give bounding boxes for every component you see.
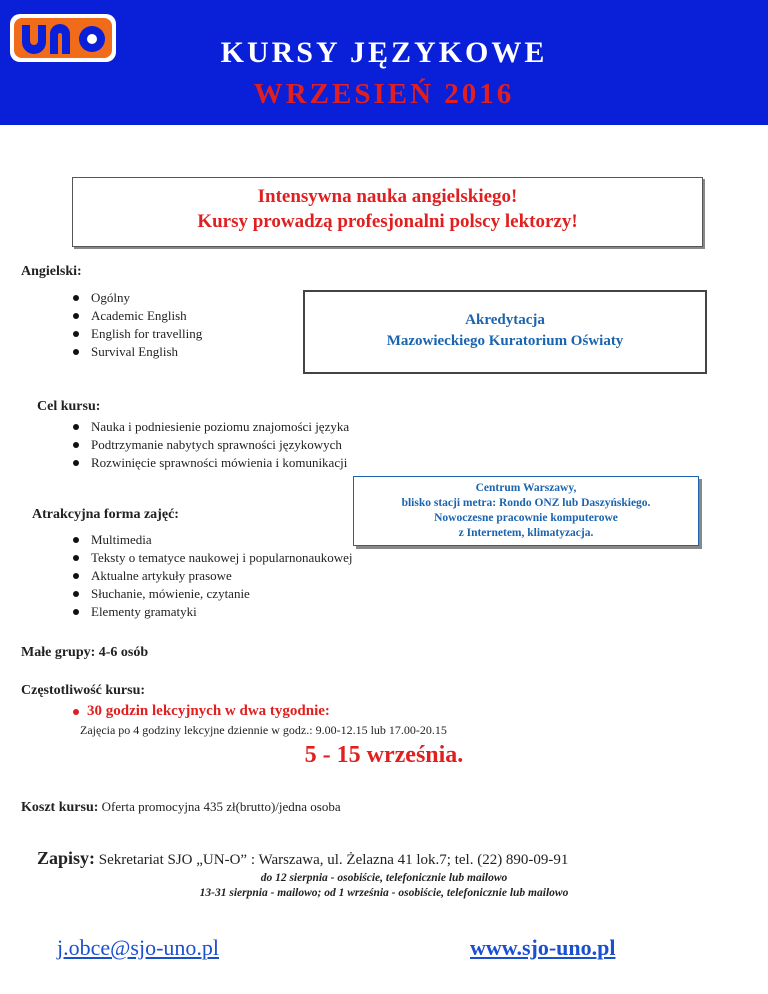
signup-line bbox=[37, 848, 568, 869]
cost-label: Koszt kursu: bbox=[21, 800, 99, 815]
list-item: Podtrzymanie nabytych sprawności językowych bbox=[73, 436, 349, 454]
list-item: Teksty o tematyce naukowej i popularnonaukowej bbox=[73, 549, 353, 567]
page-subtitle: WRZESIEŃ 2016 bbox=[253, 78, 515, 110]
signup-office: Sekretariat SJO „UN-O” : bbox=[98, 852, 255, 868]
groups-text: Małe grupy: 4-6 osób bbox=[21, 645, 149, 660]
location-line-1: Centrum Warszawy, bbox=[475, 482, 577, 494]
bullet-icon bbox=[73, 442, 79, 448]
cost-line bbox=[21, 799, 341, 816]
location-line-3: Nowoczesne pracownie komputerowe bbox=[434, 512, 618, 524]
bullet-icon bbox=[73, 349, 79, 355]
signup-note-1: do 12 sierpnia - osobiście, telefonicznie lub mailowo bbox=[260, 872, 508, 884]
page-title: KURSY JĘZYKOWE bbox=[220, 36, 548, 69]
accreditation-line-2: Mazowieckiego Kuratorium Oświaty bbox=[386, 333, 624, 349]
bullet-icon bbox=[73, 573, 79, 579]
bullet-icon bbox=[73, 313, 79, 319]
bullet-icon bbox=[73, 460, 79, 466]
list-item: Aktualne artykuły prasowe bbox=[73, 567, 353, 585]
location-box bbox=[353, 476, 699, 546]
signup-note-2: 13-31 sierpnia - mailowo; od 1 września - osobiście, telefonicznie lub mailowo bbox=[199, 887, 569, 899]
location-line-2: blisko stacji metra: Rondo ONZ lub Daszyńskiego. bbox=[401, 497, 651, 509]
bullet-icon bbox=[73, 609, 79, 615]
location-line-4: z Internetem, klimatyzacja. bbox=[458, 527, 594, 539]
list-item: Multimedia bbox=[73, 531, 353, 549]
list-item: Survival English bbox=[73, 343, 202, 361]
bullet-icon bbox=[73, 295, 79, 301]
intro-line-2: Kursy prowadzą profesjonalni polscy lektorzy! bbox=[197, 211, 578, 232]
list-item: Słuchanie, mówienie, czytanie bbox=[73, 585, 353, 603]
frequency-details: Zajęcia po 4 godziny lekcyjne dziennie w godz.: 9.00-12.15 lub 17.00-20.15 bbox=[80, 723, 447, 737]
list-item: Rozwinięcie sprawności mówienia i komunikacji bbox=[73, 454, 349, 472]
header-banner bbox=[0, 0, 768, 125]
frequency-highlight: 30 godzin lekcyjnych w dwa tygodnie: bbox=[73, 703, 330, 720]
list-item: Academic English bbox=[73, 307, 202, 325]
list-item: English for travelling bbox=[73, 325, 202, 343]
frequency-heading: Częstotliwość kursu: bbox=[21, 683, 146, 698]
intro-line-1: Intensywna nauka angielskiego! bbox=[257, 186, 518, 207]
bullet-icon bbox=[73, 709, 79, 715]
list-item: Ogólny bbox=[73, 289, 202, 307]
cost-value: Oferta promocyjna 435 zł(brutto)/jedna osoba bbox=[101, 799, 341, 814]
bullet-icon bbox=[73, 591, 79, 597]
forma-heading: Atrakcyjna forma zajęć: bbox=[32, 507, 179, 522]
intro-box bbox=[72, 177, 703, 247]
cel-heading: Cel kursu: bbox=[37, 399, 101, 414]
bullet-icon bbox=[73, 537, 79, 543]
bullet-icon bbox=[73, 424, 79, 430]
angielski-list bbox=[73, 289, 202, 361]
website-link[interactable]: www.sjo-uno.pl bbox=[470, 935, 616, 960]
email-link[interactable]: j.obce@sjo-uno.pl bbox=[57, 935, 220, 960]
accreditation-box bbox=[303, 290, 707, 374]
list-item: Nauka i podniesienie poziomu znajomości języka bbox=[73, 418, 349, 436]
bullet-icon bbox=[73, 331, 79, 337]
forma-list bbox=[73, 531, 353, 621]
angielski-heading: Angielski: bbox=[21, 264, 82, 279]
course-dates: 5 - 15 września. bbox=[304, 742, 464, 768]
bullet-icon bbox=[73, 555, 79, 561]
cel-list bbox=[73, 418, 349, 472]
list-item: Elementy gramatyki bbox=[73, 603, 353, 621]
accreditation-line-1: Akredytacja bbox=[465, 312, 545, 328]
signup-label: Zapisy: bbox=[37, 848, 96, 868]
signup-address: Warszawa, ul. Żelazna 41 lok.7; tel. (22) 890-09-91 bbox=[258, 852, 569, 868]
